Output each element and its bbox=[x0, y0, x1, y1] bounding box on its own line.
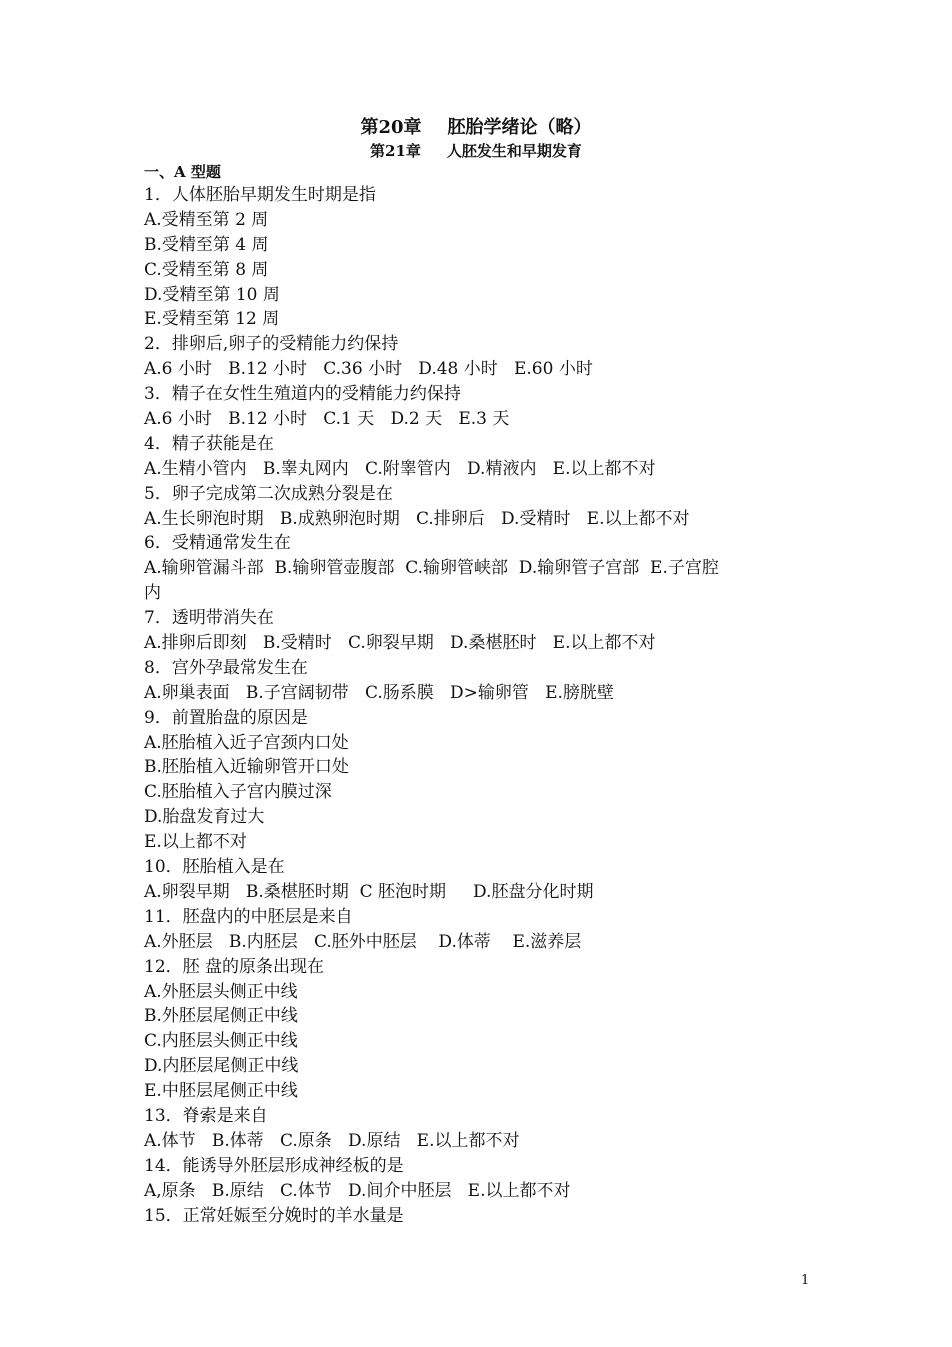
text-line: C.受精至第 8 周 bbox=[144, 259, 269, 280]
text-line: 10．胚胎植入是在 bbox=[144, 857, 285, 878]
text-line: D.受精至第 10 周 bbox=[144, 284, 280, 305]
text-line: 12．胚 盘的原条出现在 bbox=[144, 956, 325, 977]
text-line: 9．前置胎盘的原因是 bbox=[144, 707, 308, 728]
text-line: A.体节 B.体蒂 C.原条 D.原结 E.以上都不对 bbox=[144, 1130, 520, 1151]
text-line: 3．精子在女性生殖道内的受精能力约保持 bbox=[144, 384, 461, 405]
text-line: E.受精至第 12 周 bbox=[144, 309, 280, 330]
chapter-21-heading bbox=[0, 141, 952, 161]
text-line: E.以上都不对 bbox=[144, 832, 247, 853]
text-line: A.6 小时 B.12 小时 C.1 天 D.2 天 E.3 天 bbox=[144, 409, 510, 430]
chapter-20-title: 胚胎学绪论（略） bbox=[447, 117, 592, 138]
text-line: B.外胚层尾侧正中线 bbox=[144, 1006, 298, 1027]
chapter-20-heading bbox=[0, 116, 952, 140]
text-line: A.受精至第 2 周 bbox=[144, 209, 269, 230]
section-title: 一、A 型题 bbox=[144, 163, 221, 181]
text-line: B.胚胎植入近输卵管开口处 bbox=[144, 757, 349, 778]
chapter-21-title: 人胚发生和早期发育 bbox=[446, 142, 582, 160]
question-list bbox=[144, 162, 804, 1228]
text-line: 11．胚盘内的中胚层是来自 bbox=[144, 906, 353, 927]
chapter-20-number: 第20章 bbox=[360, 117, 422, 138]
text-line: A,原条 B.原结 C.体节 D.间介中胚层 E.以上都不对 bbox=[144, 1180, 571, 1201]
text-line: 13．脊索是来自 bbox=[144, 1105, 268, 1126]
text-line: A.胚胎植入近子宫颈内口处 bbox=[144, 732, 349, 753]
text-line: 2．排卵后,卵子的受精能力约保持 bbox=[144, 334, 399, 355]
text-line: 7．透明带消失在 bbox=[144, 608, 274, 629]
text-line: 内 bbox=[144, 583, 161, 604]
text-line: D.内胚层尾侧正中线 bbox=[144, 1056, 299, 1077]
text-line: A.生精小管内 B.睾丸网内 C.附睾管内 D.精液内 E.以上都不对 bbox=[144, 458, 656, 479]
text-line: A.外胚层 B.内胚层 C.胚外中胚层 D.体蒂 E.滋养层 bbox=[144, 931, 582, 952]
text-line: 14．能诱导外胚层形成神经板的是 bbox=[144, 1155, 404, 1176]
chapter-21-number: 第21章 bbox=[370, 142, 421, 160]
text-line: 8．宫外孕最常发生在 bbox=[144, 657, 308, 678]
text-line: A.输卵管漏斗部 B.输卵管壶腹部 C.输卵管峡部 D.输卵管子宫部 E.子宫腔 bbox=[144, 558, 719, 579]
text-line: 15．正常妊娠至分娩时的羊水量是 bbox=[144, 1205, 404, 1226]
text-line: A.排卵后即刻 B.受精时 C.卵裂早期 D.桑椹胚时 E.以上都不对 bbox=[144, 633, 656, 654]
text-line: 5．卵子完成第二次成熟分裂是在 bbox=[144, 483, 393, 504]
text-line: E.中胚层尾侧正中线 bbox=[144, 1081, 298, 1102]
text-line: A.6 小时 B.12 小时 C.36 小时 D.48 小时 E.60 小时 bbox=[144, 359, 593, 380]
text-line: B.受精至第 4 周 bbox=[144, 234, 269, 255]
text-line: C.胚胎植入子宫内膜过深 bbox=[144, 782, 332, 803]
text-line: 4．精子获能是在 bbox=[144, 433, 274, 454]
text-line: 1．人体胚胎早期发生时期是指 bbox=[144, 185, 376, 205]
text-line: 6．受精通常发生在 bbox=[144, 533, 291, 554]
text-line: C.内胚层头侧正中线 bbox=[144, 1031, 298, 1052]
text-line: A.卵巢表面 B.子宫阔韧带 C.肠系膜 D>输卵管 E.膀胱壁 bbox=[144, 682, 614, 703]
text-line: A.生长卵泡时期 B.成熟卵泡时期 C.排卵后 D.受精时 E.以上都不对 bbox=[144, 508, 690, 529]
text-line: D.胎盘发育过大 bbox=[144, 807, 265, 828]
page-number: 1 bbox=[801, 1273, 810, 1288]
text-line: A.卵裂早期 B.桑椹胚时期 C 胚泡时期 D.胚盘分化时期 bbox=[144, 881, 594, 902]
text-line: A.外胚层头侧正中线 bbox=[144, 981, 298, 1002]
